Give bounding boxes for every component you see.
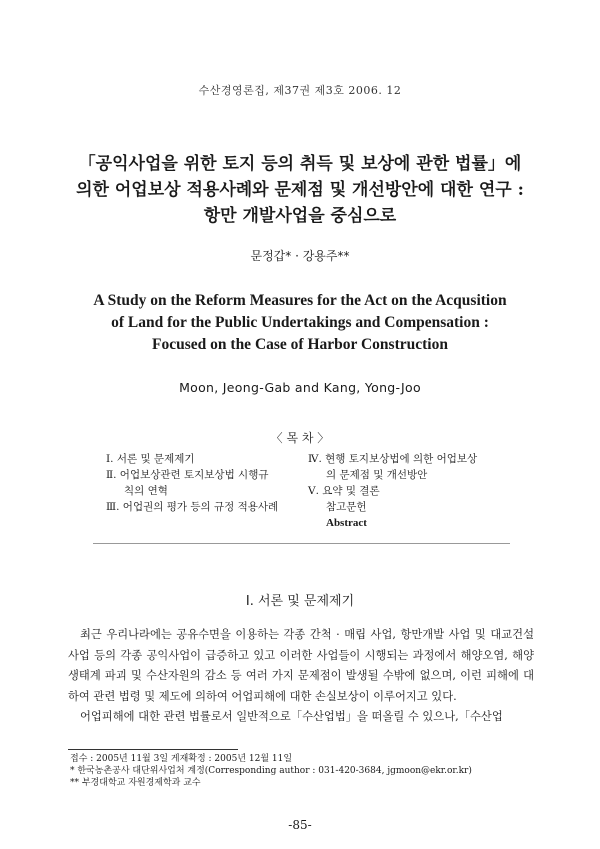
- english-title-line: Focused on the Case of Harbor Construction: [152, 336, 448, 353]
- toc-item: Ⅲ. 어업권의 평가 등의 규정 적용사례: [106, 501, 279, 513]
- toc-item: Ⅱ. 어업보상관련 토지보상법 시행규: [106, 469, 269, 481]
- toc-item: Abstract: [326, 517, 367, 529]
- body-text: [68, 625, 534, 728]
- footnotes: [70, 753, 472, 789]
- footnote: ** 부경대학교 자원경제학과 교수: [70, 778, 201, 788]
- toc-item: 참고문헌: [326, 501, 367, 513]
- toc-left-column: [106, 451, 306, 515]
- footnote-divider: [68, 749, 238, 750]
- toc-heading-text: 〈 목 차 〉: [265, 431, 336, 445]
- toc-heading: [0, 429, 600, 446]
- toc-item: 칙의 연혁: [124, 485, 168, 497]
- toc-right-column: [308, 451, 508, 531]
- paragraph: 어업피해에 대한 관련 법률로서 일반적으로「수산업법」을 떠올릴 수 있으나,「수산업: [80, 710, 503, 723]
- paragraph: 최근 우리나라에는 공유수면을 이용하는 각종 간척 · 매립 사업, 항만개발 사업 및 대교건설 사업 등의 각종 공익사업이 급증하고 있고 이러한 사업들이 시행되는 과정에서 해양오염, 해양생태계 파괴 및 수산자원의 감소 등 여러 가지 문제점이 발생될 수밖에 없으며, 이런 피해에 대하여 관련 법령 및 제도에 의하여 어업피해에 대한 손실보상이 이루어지고 있다.: [68, 628, 534, 703]
- section-heading: Ⅰ. 서론 및 문제제기: [245, 594, 355, 609]
- english-authors: Moon, Jeong-Gab and Kang, Yong-Joo: [179, 380, 421, 395]
- english-title-line: A Study on the Reform Measures for the Act on the Acqusition: [93, 292, 507, 309]
- toc-item: Ⅳ. 현행 토지보상법에 의한 어업보상: [308, 453, 478, 465]
- korean-title-line: 「공익사업을 위한 토지 등의 취득 및 보상에 관한 법률」에: [78, 154, 522, 174]
- page-number: -85-: [288, 818, 312, 832]
- english-title: [0, 290, 600, 356]
- toc-item: Ⅴ. 요약 및 결론: [308, 485, 380, 497]
- korean-title-line: 의한 어업보상 적용사례와 문제점 및 개선방안에 대한 연구 :: [76, 180, 524, 200]
- toc-item: 의 문제점 및 개선방안: [326, 469, 428, 481]
- korean-authors: 문정갑* · 강용주**: [250, 249, 350, 263]
- korean-title-line: 항만 개발사업을 중심으로: [203, 206, 397, 226]
- korean-title: [0, 151, 600, 229]
- footnote: 접수 : 2005년 11월 3일 게재확정 : 2005년 12월 11일: [70, 754, 293, 764]
- toc-item: Ⅰ. 서론 및 문제제기: [106, 453, 195, 465]
- footnote: * 한국농촌공사 대단위사업처 계정(Corresponding author : 031-420-3684, jgmoon@ekr.or.kr): [70, 766, 472, 776]
- journal-header: 수산경영론집, 제37권 제3호 2006. 12: [198, 84, 402, 97]
- english-title-line: of Land for the Public Undertakings and Compensation :: [111, 314, 489, 331]
